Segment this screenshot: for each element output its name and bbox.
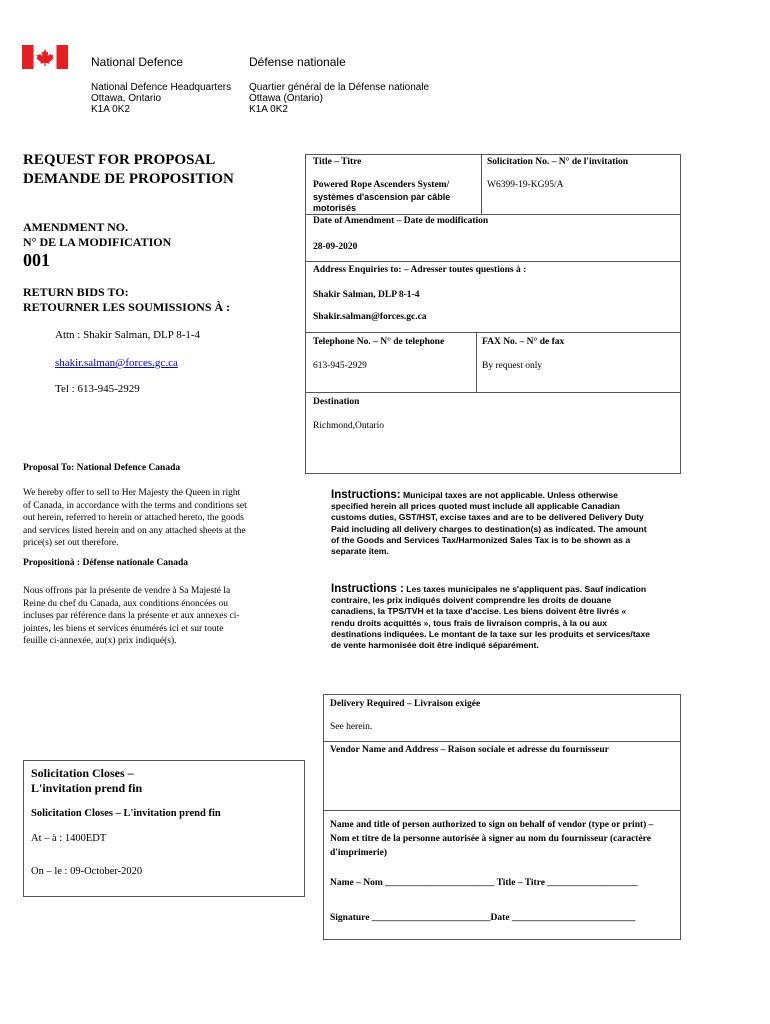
row-divider	[305, 214, 680, 215]
proposal-to: Proposal To: National Defence Canada	[23, 463, 181, 473]
address-fr-line: Ottawa (Ontario)	[249, 93, 323, 104]
telephone-label: Telephone No. – N° de telephone	[313, 337, 445, 347]
row-divider	[323, 810, 680, 811]
amendment-label-fr: N° DE LA MODIFICATION	[23, 235, 172, 249]
row-divider	[323, 741, 680, 742]
amendment-label-en: AMENDMENT NO.	[23, 220, 129, 234]
row-divider	[305, 261, 680, 262]
solicitation-no-label: Solicitation No. – N° de l'invitation	[487, 157, 629, 167]
rfp-title-fr: DEMANDE DE PROPOSITION	[23, 171, 234, 187]
proposition-label: Propositionà : Défense nationale Canada	[23, 558, 189, 568]
contact-email: Shakir.salman@forces.gc.ca	[313, 312, 427, 322]
rfp-title	[23, 151, 234, 189]
instructions-fr	[331, 584, 651, 651]
offer-text-fr: Nous offrons par la présente de vendre à Sa Majesté la Reine du chef du Canada, aux conditions énoncées ou incluses par référence dans la présente et aux annexes ci-jointes, les biens et services énumérés ici et sur toute feuille ci-annexée, au(x) prix indiqué(s).	[23, 586, 240, 646]
delivery-required-value: See herein.	[330, 722, 373, 732]
rfp-title-en: REQUEST FOR PROPOSAL	[23, 152, 216, 168]
closing-time: At – à : 1400EDT	[31, 833, 107, 844]
dept-name-en: National Defence	[91, 55, 184, 69]
closes-subheading: Solicitation Closes – L'invitation prend fin	[31, 808, 221, 819]
signature-date-line[interactable]: Signature _________________________Date __________________________	[330, 913, 636, 923]
column-divider	[476, 332, 477, 392]
address-fr-line: K1A 0K2	[249, 104, 288, 115]
enquiries-label: Address Enquiries to: – Adresser toutes questions à :	[313, 265, 527, 275]
telephone-line: Tel : 613-945-2929	[55, 383, 140, 395]
address-en-line: K1A 0K2	[91, 104, 130, 115]
solicitation-no-value: W6399-19-KG95/A	[487, 180, 564, 190]
telephone-value: 613-945-2929	[313, 361, 367, 371]
address-fr-line: Quartier général de la Défense nationale	[249, 82, 430, 93]
address-fr	[249, 82, 429, 115]
authorized-person-label: Name and title of person authorized to sign on behalf of vendor (type or print) – Nom et titre de la personne autorisée à signer au nom du fournisseur (caractère d'imprimerie)	[330, 820, 654, 858]
title-value-line2: systèmes d'ascension par câble motorisés	[313, 192, 451, 213]
address-en-line: Ottawa, Ontario	[91, 93, 162, 104]
contact-name: Shakir Salman, DLP 8-1-4	[313, 290, 420, 300]
name-title-line[interactable]: Name – Nom _______________________ Title – Titre ___________________	[330, 878, 638, 888]
amendment-date-value: 28-09-2020	[313, 242, 358, 252]
destination-value: Richmond,Ontario	[313, 421, 384, 431]
address-en-line: National Defence Headquarters	[91, 82, 232, 93]
return-bids-en: RETURN BIDS TO:	[23, 285, 129, 299]
attention-line: Attn : Shakir Salman, DLP 8-1-4	[55, 329, 201, 341]
amendment-label	[23, 220, 171, 250]
offer-text-en: We hereby offer to sell to Her Majesty the Queen in right of Canada, in accordance with the terms and conditions set out herein, referred to herein or attached hereto, the goods and services listed herein and on any attached sheets at the price(s) set out therefore.	[23, 488, 247, 548]
instructions-en	[331, 490, 651, 557]
closes-heading: Solicitation Closes – L'invitation prend fin	[31, 766, 143, 795]
instructions-en-body: Municipal taxes are not applicable. Unless otherwise specified herein all prices quoted must include all applicable Canadian customs duties, GST/HST, excise taxes and are to be delivered Delivery Duty Paid including all delivery charges to destination(s) as indicated. The amount of the Goods and Services Tax/Harmonized Sales Tax is to be shown as a separate item.	[331, 490, 647, 557]
amendment-number: 001	[23, 250, 50, 270]
title-label: Title – Titre	[313, 157, 362, 167]
return-bids-fr: RETOURNER LES SOUMISSIONS À :	[23, 300, 231, 314]
instructions-en-title: Instructions:	[331, 489, 401, 501]
address-en	[91, 82, 231, 115]
instructions-fr-title: Instructions :	[331, 583, 404, 595]
amendment-date-label: Date of Amendment – Date de modification	[313, 216, 489, 226]
canada-flag-logo	[22, 45, 68, 69]
destination-label: Destination	[313, 397, 360, 407]
delivery-required-label: Delivery Required – Livraison exigée	[330, 699, 481, 709]
row-divider	[305, 392, 680, 393]
fax-value: By request only	[482, 361, 543, 371]
vendor-box	[323, 694, 681, 940]
column-divider	[481, 154, 482, 214]
closing-date: On – le : 09-October-2020	[31, 866, 143, 877]
title-value-line1: Powered Rope Ascenders System/	[313, 180, 450, 190]
return-bids-label	[23, 285, 230, 315]
row-divider	[305, 332, 680, 333]
vendor-name-label: Vendor Name and Address – Raison sociale et adresse du fournisseur	[330, 745, 609, 755]
email-link[interactable]: shakir.salman@forces.gc.ca	[55, 357, 178, 369]
instructions-fr-body: Les taxes municipales ne s'appliquent pas. Sauf indication contraire, les prix indiqués doivent comprendre les droits de douane canadiens, la TPS/TVH et la taxe d'accise. Les biens doivent être livrés « rendu droits acquittés », tous frais de livraison compris, à la ou aux destinations indiquées. Le montant de la taxe sur les produits et services/taxe de vente harmonisée doit être indiqué séparément.	[331, 584, 651, 651]
dept-name-fr: Défense nationale	[249, 55, 346, 69]
fax-label: FAX No. – N° de fax	[482, 337, 565, 347]
